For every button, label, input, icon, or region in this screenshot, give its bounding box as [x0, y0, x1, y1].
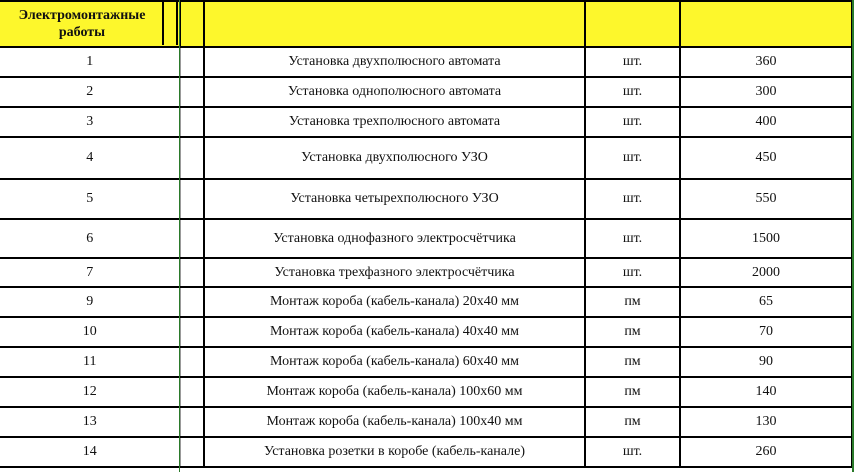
- table-row: [0, 77, 852, 107]
- price: 1500: [680, 219, 852, 258]
- service-name: Монтаж короба (кабель-канала) 20х40 мм: [204, 287, 585, 317]
- unit: шт.: [585, 47, 680, 77]
- row-number: 10: [0, 317, 180, 347]
- unit: пм: [585, 347, 680, 377]
- unit: пм: [585, 377, 680, 407]
- table-row: [0, 317, 852, 347]
- table-row: [0, 347, 852, 377]
- service-name: Монтаж короба (кабель-канала) 100х60 мм: [204, 377, 585, 407]
- price: 360: [680, 47, 852, 77]
- row-number: 11: [0, 347, 180, 377]
- row-number: 12: [0, 377, 180, 407]
- unit: шт.: [585, 107, 680, 137]
- header-cell: [180, 1, 204, 47]
- price: 130: [680, 407, 852, 437]
- row-number: 14: [0, 437, 180, 467]
- service-name: Установка розетки в коробе (кабель-канале): [204, 437, 585, 467]
- header-cell: [204, 1, 585, 47]
- service-name: Монтаж короба (кабель-канала) 60х40 мм: [204, 347, 585, 377]
- table-row: [0, 137, 852, 179]
- price: 260: [680, 437, 852, 467]
- empty-cell: [180, 258, 204, 287]
- row-number: 2: [0, 77, 180, 107]
- empty-cell: [180, 179, 204, 219]
- price: 65: [680, 287, 852, 317]
- row-number: 5: [0, 179, 180, 219]
- price: 2000: [680, 258, 852, 287]
- table-row: [0, 407, 852, 437]
- service-name: Установка трехфазного электросчётчика: [204, 258, 585, 287]
- row-number: 13: [0, 407, 180, 437]
- table-row: [0, 287, 852, 317]
- unit: шт.: [585, 137, 680, 179]
- empty-cell: [180, 317, 204, 347]
- row-number: 7: [0, 258, 180, 287]
- service-name: Установка двухполюсного УЗО: [204, 137, 585, 179]
- table-row: [0, 258, 852, 287]
- table-row: [0, 107, 852, 137]
- price: 300: [680, 77, 852, 107]
- row-number: 9: [0, 287, 180, 317]
- service-name: Установка однофазного электросчётчика: [204, 219, 585, 258]
- row-number: 4: [0, 137, 180, 179]
- unit: шт.: [585, 219, 680, 258]
- header-divider: [162, 0, 178, 45]
- row-number: 6: [0, 219, 180, 258]
- price: 90: [680, 347, 852, 377]
- empty-cell: [180, 287, 204, 317]
- header-cell: [680, 1, 852, 47]
- service-name: Установка трехполюсного автомата: [204, 107, 585, 137]
- price: 400: [680, 107, 852, 137]
- header-row: [0, 1, 852, 47]
- header-cell: [585, 1, 680, 47]
- table-row: [0, 377, 852, 407]
- unit: пм: [585, 407, 680, 437]
- service-name: Установка двухполюсного автомата: [204, 47, 585, 77]
- row-number: 1: [0, 47, 180, 77]
- service-name: Установка однополюсного автомата: [204, 77, 585, 107]
- service-name: Установка четырехполюсного УЗО: [204, 179, 585, 219]
- empty-cell: [180, 107, 204, 137]
- empty-cell: [180, 47, 204, 77]
- service-name: Монтаж короба (кабель-канала) 100х40 мм: [204, 407, 585, 437]
- service-name: Монтаж короба (кабель-канала) 40х40 мм: [204, 317, 585, 347]
- unit: пм: [585, 317, 680, 347]
- price: 550: [680, 179, 852, 219]
- table-row: [0, 219, 852, 258]
- empty-cell: [180, 137, 204, 179]
- section-title: Электромонтажные работы: [0, 1, 180, 47]
- empty-cell: [180, 377, 204, 407]
- gridline: [179, 0, 180, 472]
- unit: шт.: [585, 437, 680, 467]
- table-row: [0, 437, 852, 467]
- price: 140: [680, 377, 852, 407]
- empty-cell: [180, 437, 204, 467]
- row-number: 3: [0, 107, 180, 137]
- table-row: [0, 179, 852, 219]
- empty-cell: [180, 407, 204, 437]
- unit: шт.: [585, 77, 680, 107]
- price: 70: [680, 317, 852, 347]
- empty-cell: [180, 219, 204, 258]
- unit: шт.: [585, 258, 680, 287]
- empty-cell: [180, 347, 204, 377]
- unit: пм: [585, 287, 680, 317]
- unit: шт.: [585, 179, 680, 219]
- table-row: [0, 47, 852, 77]
- empty-cell: [180, 77, 204, 107]
- price: 450: [680, 137, 852, 179]
